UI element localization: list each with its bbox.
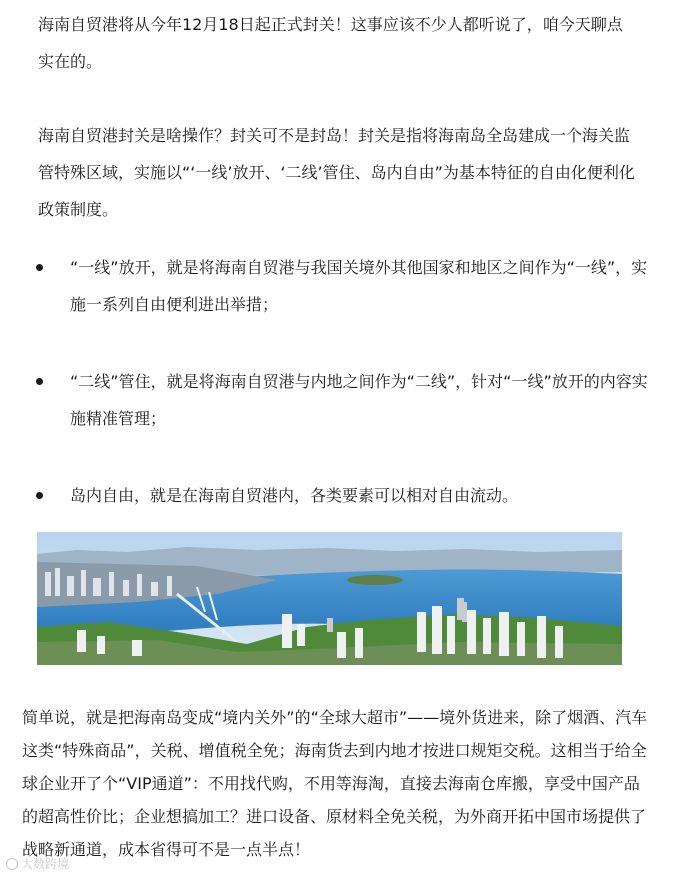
list-item-text: 岛内自由，就是在海南自贸港内，各类要素可以相对自由流动。 — [70, 486, 519, 505]
logo-icon — [6, 858, 18, 870]
watermark-text: 大数跨境 — [21, 857, 70, 871]
city-panorama-image — [37, 532, 622, 665]
bullet-icon — [36, 264, 43, 271]
intro-paragraph: 海南自贸港将从今年12月18日起正式封关！这事应该不少人都听说了，咱今天聊点实在的。 — [38, 15, 623, 71]
summary-paragraph: 简单说，就是把海南岛变成“境内关外”的“全球大超市”——境外货进来，除了烟酒、汽车这类“特殊商品”，关税、增值税全免；海南货去到内地才按进口规矩交税。这相当于给全球企业开了个“VIP通道”：不用找代购，不用等海淘，直接去海南仓库搬，享受中国产品的超高性价比；企业想搞加工？进口设备、原材料全免关税，为外商开拓中国市场提供了战略新通道，成本省得可不是一点半点！ — [22, 708, 648, 859]
list-item-text: “二线”管住，就是将海南自贸港与内地之间作为“二线”，针对“一线”放开的内容实施精准管理； — [70, 372, 648, 428]
bullet-icon — [36, 492, 43, 499]
list-item-text: “一线”放开，就是将海南自贸港与我国关境外其他国家和地区之间作为“一线”，实施一系列自由便利进出举措； — [70, 258, 648, 314]
bullet-icon — [36, 378, 43, 385]
definition-paragraph: 海南自贸港封关是啥操作？封关可不是封岛！封关是指将海南岛全岛建成一个海关监管特殊区域，实施以“‘一线’放开、‘二线’管住、岛内自由”为基本特征的自由化便利化政策制度。 — [38, 126, 635, 219]
watermark — [6, 855, 69, 872]
